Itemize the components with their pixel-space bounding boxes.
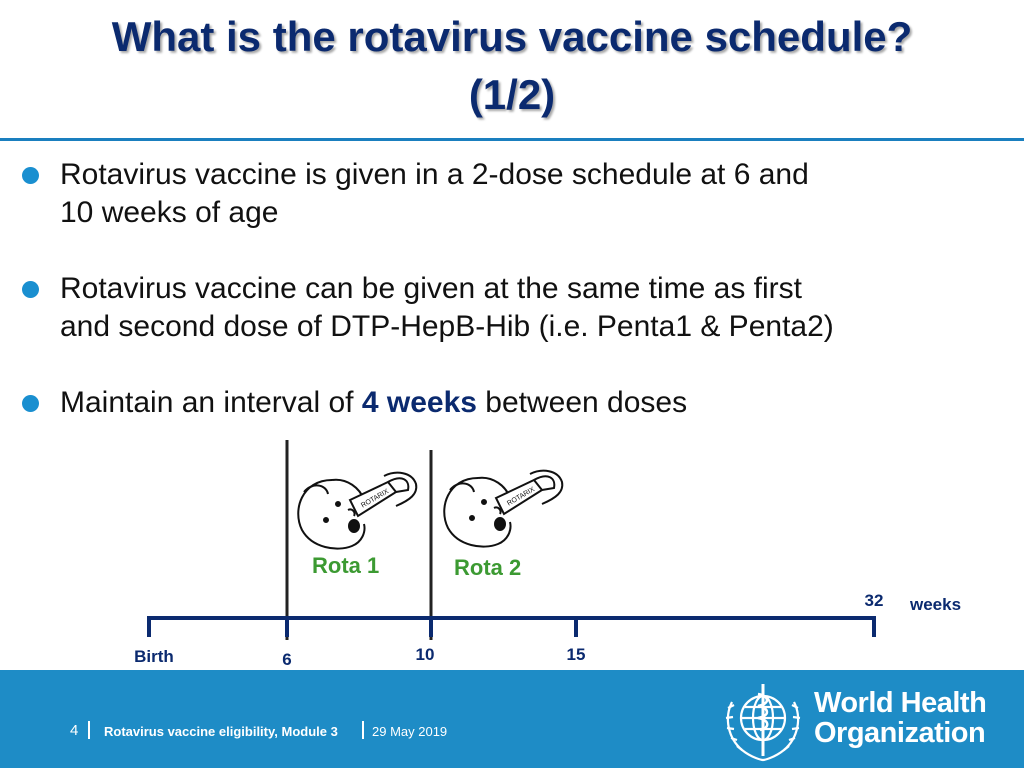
slide-title: [0, 8, 1024, 124]
bullet-text-line: 10 weeks of age: [60, 196, 279, 229]
bullet-item: [22, 270, 982, 346]
footer-bar: [0, 670, 1024, 768]
bullet-text-line: and second dose of DTP-HepB-Hib (i.e. Penta1 & Penta2): [60, 310, 834, 343]
bullet-dot-icon: [22, 281, 39, 298]
title-line-2: (1/2): [468, 71, 556, 118]
footer-separator: [88, 721, 90, 739]
who-emblem-icon: [718, 678, 808, 764]
bullet-text-line: Rotavirus vaccine can be given at the same time as first: [60, 272, 803, 305]
axis-unit-label: weeks: [910, 595, 962, 614]
bullet-text-line: Rotavirus vaccine is given in a 2-dose schedule at 6 and: [60, 158, 809, 191]
org-name-line-1: World Health: [814, 687, 987, 719]
bullet-emphasis: 4 weeks: [361, 386, 477, 419]
page-number: 4: [70, 722, 79, 739]
bullet-text: Maintain an interval of: [60, 386, 362, 419]
baby-receiving-vaccine-icon: [444, 471, 562, 547]
footer-separator: [362, 721, 364, 739]
bullet-list: [22, 156, 982, 422]
title-line-1: What is the rotavirus vaccine schedule?: [111, 13, 913, 60]
tick-label-32: 32: [864, 591, 884, 610]
org-name-line-2: Organization: [814, 717, 986, 749]
title-divider: [0, 138, 1024, 141]
bullet-dot-icon: [22, 167, 39, 184]
dose-label-rota-2: Rota 2: [454, 555, 522, 580]
bullet-item: [22, 384, 982, 422]
vial-label: ROTARIX: [506, 486, 537, 508]
footer-module: Rotavirus vaccine eligibility, Module 3: [104, 724, 338, 739]
bullet-dot-icon: [22, 395, 39, 412]
schedule-timeline: [0, 440, 1024, 670]
tick-label-10: 10: [415, 645, 435, 664]
dose-label-rota-1: Rota 1: [312, 553, 380, 578]
footer-date: 29 May 2019: [372, 724, 448, 739]
who-wordmark: [814, 688, 986, 748]
bullet-item: [22, 156, 982, 232]
tick-label-birth: Birth: [134, 647, 174, 666]
tick-label-15: 15: [566, 645, 586, 664]
vial-label: ROTARIX: [360, 488, 391, 510]
tick-label-6: 6: [282, 650, 292, 669]
baby-receiving-vaccine-icon: [298, 473, 416, 549]
bullet-text: between doses: [476, 386, 688, 419]
